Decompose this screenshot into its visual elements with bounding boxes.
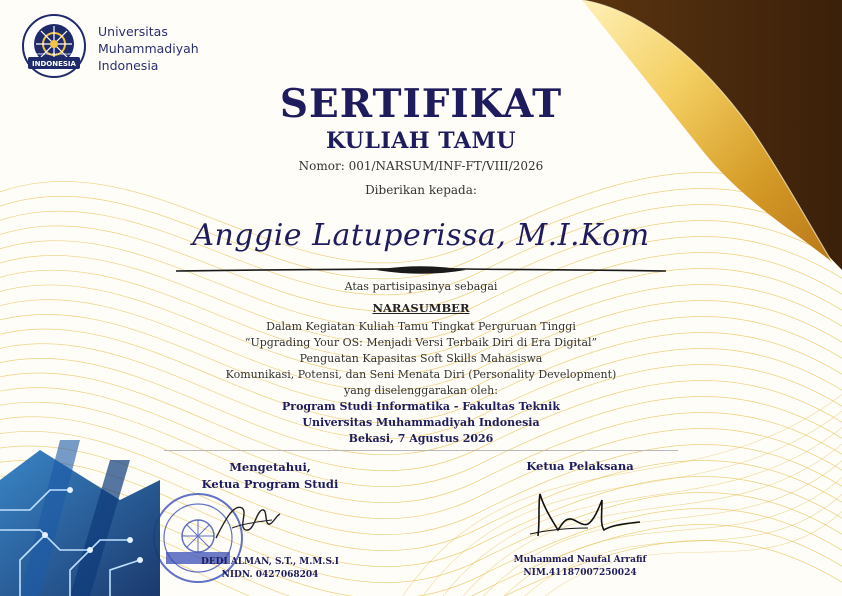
- left-signatory-heading: [150, 459, 390, 493]
- organizer-university: Universitas Muhammadiyah Indonesia: [302, 416, 540, 429]
- left-signatory-heading-line: Mengetahui,: [229, 460, 311, 474]
- certificate-subtitle: KULIAH TAMU: [325, 128, 517, 154]
- left-signatory-heading-line: Ketua Program Studi: [201, 477, 339, 491]
- right-signatory-id: NIM.41187007250024: [523, 568, 637, 578]
- logo-band-text: INDONESIA: [32, 60, 76, 68]
- organization-name: [98, 23, 199, 74]
- given-to-label: Diberikan kepada:: [365, 183, 477, 197]
- logo-ring-text: UNIVERSITAS MUHAMMADIYAH: [30, 52, 78, 56]
- left-signatory-name: DEDI ALMAN, S.T., M.M.S.I: [201, 557, 339, 567]
- right-signatory-heading: Ketua Pelaksana: [526, 459, 634, 473]
- organizer-label: yang diselenggarakan oleh:: [344, 384, 498, 397]
- event-line: Komunikasi, Potensi, dan Seni Menata Diri (Personality Development): [225, 368, 617, 381]
- handwritten-signature-icon: [212, 498, 282, 544]
- circuit-board-icon: [0, 440, 160, 596]
- participation-text: Atas partisipasinya sebagai: [344, 280, 498, 293]
- right-signatory-name: Muhammad Naufal Arrafif: [513, 555, 647, 565]
- university-seal-icon: [22, 14, 86, 78]
- certificate-title: SERTIFIKAT: [279, 81, 563, 127]
- divider: [164, 450, 678, 451]
- recipient-name: Anggie Latuperissa, M.I.Kom: [192, 218, 650, 253]
- left-signatory-id: NIDN. 0427068204: [221, 570, 319, 580]
- organization-name-line: Universitas: [98, 24, 168, 39]
- organization-name-line: Indonesia: [98, 58, 159, 73]
- organizer-program: Program Studi Informatika - Fakultas Teknik: [282, 400, 560, 413]
- certificate-number: Nomor: 001/NARSUM/INF-FT/VIII/2026: [298, 159, 544, 173]
- role-label: NARASUMBER: [372, 301, 470, 315]
- organization-name-line: Muhammadiyah: [98, 41, 199, 56]
- event-line: Dalam Kegiatan Kuliah Tamu Tingkat Perguruan Tinggi: [266, 320, 576, 333]
- place-date: Bekasi, 7 Agustus 2026: [348, 432, 494, 445]
- event-theme-line: “Upgrading Your OS: Menjadi Versi Terbaik Diri di Era Digital”: [244, 336, 598, 349]
- event-line: Penguatan Kapasitas Soft Skills Mahasiswa: [299, 352, 543, 365]
- name-underline-flourish: [176, 264, 666, 278]
- handwritten-signature-icon: [528, 490, 644, 540]
